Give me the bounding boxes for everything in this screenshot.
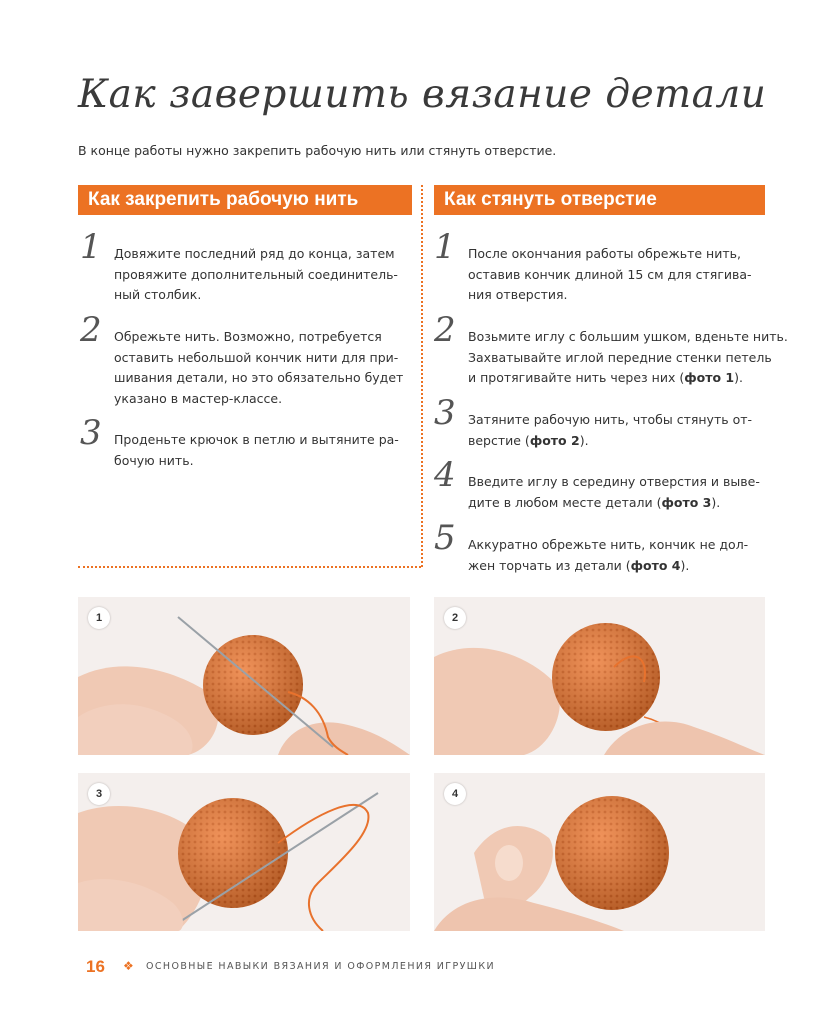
page-title: Как завершить вязание детали (78, 72, 767, 117)
right-column-heading: Как стянуть отверстие (434, 185, 765, 215)
step-text: Аккуратно обрежьте нить, кончик не дол- жен торчать из детали (фото 4). (468, 537, 749, 573)
photo-1 (78, 597, 410, 755)
footer-diamond-icon: ❖ (123, 959, 134, 973)
step-text: Проденьте крючок в петлю и вытяните ра- бочую нить. (114, 432, 399, 468)
step-number: 1 (434, 227, 456, 267)
step-number: 2 (80, 310, 102, 350)
step-number: 2 (434, 310, 456, 350)
photo-badge: 3 (88, 783, 110, 805)
photo-badge: 1 (88, 607, 110, 629)
step-number: 1 (80, 227, 102, 267)
photo-3-illustration (78, 773, 410, 931)
photo-badge: 2 (444, 607, 466, 629)
photo-3 (78, 773, 410, 931)
step-text: Введите иглу в середину отверстия и выве- дите в любом месте детали (фото 3). (468, 474, 760, 510)
photo-1-illustration (78, 597, 410, 755)
photo-ref: фото 2 (529, 432, 580, 448)
step-text: Довяжите последний ряд до конца, затем провяжите дополнительный соединитель- ный столбик. (114, 246, 398, 302)
dotted-divider-vertical (421, 185, 423, 567)
step-text: Обрежьте нить. Возможно, потребуется оставить небольшой кончик нити для при- шивания детали, но это обязательно будет указано в мастер-классе. (114, 329, 404, 406)
step-number: 4 (434, 455, 456, 495)
footer-section-title: ОСНОВНЫЕ НАВЫКИ ВЯЗАНИЯ И ОФОРМЛЕНИЯ ИГРУШКИ (146, 961, 496, 972)
step-number: 3 (80, 413, 102, 453)
photo-ref: фото 3 (661, 494, 712, 510)
left-column-heading: Как закрепить рабочую нить (78, 185, 412, 215)
photo-ref: фото 1 (684, 370, 735, 385)
page-number: 16 (86, 957, 105, 976)
step-number: 3 (434, 393, 456, 433)
step-text: После окончания работы обрежьте нить, оставив кончик длиной 15 см для стягива- ния отверстия. (468, 246, 752, 302)
photo-4 (434, 773, 765, 931)
step-text: Затяните рабочую нить, чтобы стянуть от- верстие (фото 2). (468, 412, 753, 448)
step-text: Возьмите иглу с большим ушком, вденьте нить. Захватывайте иглой передние стенки петель и протягивайте нить через них (фото 1). (468, 329, 788, 385)
dotted-divider-horizontal (78, 566, 421, 568)
photo-ref: фото 4 (630, 557, 681, 573)
photo-4-illustration (434, 773, 765, 931)
photo-2 (434, 597, 765, 755)
step-number: 5 (434, 518, 456, 558)
photo-badge: 4 (444, 783, 466, 805)
photo-2-illustration (434, 597, 765, 755)
intro-text: В конце работы нужно закрепить рабочую нить или стянуть отверстие. (78, 143, 557, 158)
